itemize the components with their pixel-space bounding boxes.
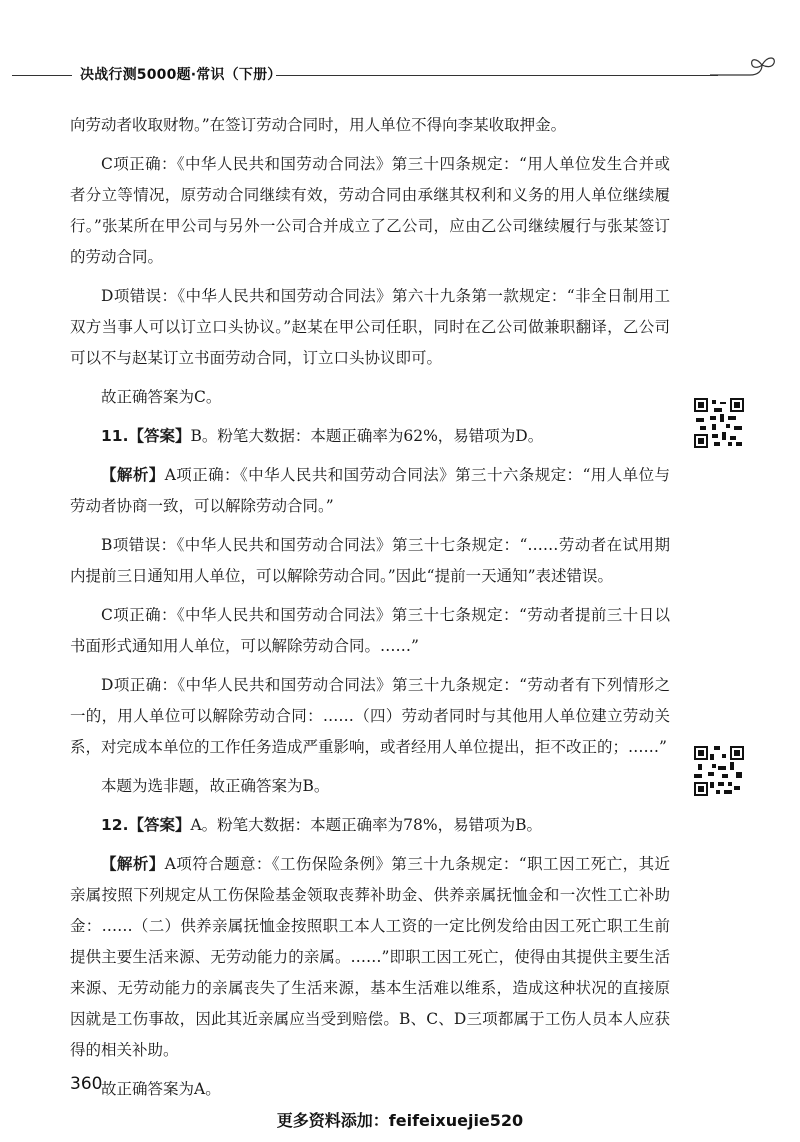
analysis-label: 【解析】 [101, 466, 165, 484]
qr-code-icon[interactable] [694, 746, 744, 796]
answer-explanations [70, 110, 670, 1113]
answer-label: 11.【答案】 [101, 427, 191, 445]
q11-analysis [70, 460, 670, 522]
header-rule-right [276, 75, 718, 76]
q12-answer [70, 810, 670, 841]
q11-answer [70, 421, 670, 452]
paragraph: B项错误：《中华人民共和国劳动合同法》第三十七条规定：“……劳动者在试用期内提前三日通知用人单位，可以解除劳动合同。”因此“提前一天通知”表述错误。 [70, 536, 670, 585]
paragraph: C项正确：《中华人民共和国劳动合同法》第三十四条规定：“用人单位发生合并或者分立等情况，原劳动合同继续有效，劳动合同由承继其权利和义务的用人单位继续履行。”张某所在甲公司与另外一公司合并成立了乙公司，应由乙公司继续履行与张某签订的劳动合同。 [70, 155, 670, 266]
analysis-label: 【解析】 [101, 855, 165, 873]
paragraph: C项正确：《中华人民共和国劳动合同法》第三十七条规定：“劳动者提前三十日以书面形式通知用人单位，可以解除劳动合同。……” [70, 606, 670, 655]
answer-text: B。粉笔大数据：本题正确率为62%，易错项为D。 [190, 427, 544, 445]
answer-label: 12.【答案】 [101, 816, 191, 834]
page-number: 360 [70, 1074, 103, 1094]
paragraph: 向劳动者收取财物。”在签订劳动合同时，用人单位不得向李某收取押金。 [70, 116, 567, 134]
running-header [8, 55, 780, 95]
paragraph: 故正确答案为C。 [101, 388, 222, 406]
footer-note: 更多资料添加：feifeixuejie520 [276, 1111, 524, 1130]
book-title: 决战行测5000题·常识（下册） [80, 67, 282, 83]
paragraph: 故正确答案为A。 [101, 1080, 221, 1098]
q12-analysis [70, 849, 670, 1066]
paragraph: 本题为选非题，故正确答案为B。 [101, 777, 330, 795]
header-rule-left [12, 75, 72, 76]
analysis-text: A项正确：《中华人民共和国劳动合同法》第三十六条规定：“用人单位与劳动者协商一致，可以解除劳动合同。” [70, 466, 670, 515]
paragraph: D项错误：《中华人民共和国劳动合同法》第六十九条第一款规定：“非全日制用工双方当事人可以订立口头协议。”赵某在甲公司任职，同时在乙公司做兼职翻译，乙公司可以不与赵某订立书面劳动合同，订立口头协议即可。 [70, 287, 670, 367]
analysis-text: A项符合题意：《工伤保险条例》第三十九条规定：“职工因工死亡，其近亲属按照下列规定从工伤保险基金领取丧葬补助金、供养亲属抚恤金和一次性工亡补助金：……（二）供养亲属抚恤金按照职工本人工资的一定比例发给由因工死亡职工生前提供主要生活来源、无劳动能力的亲属。……”即职工因工死亡，使得由其提供主要生活来源、无劳动能力的亲属丧失了生活来源，基本生活难以维系，造成这种状况的直接原因就是工伤事故，因此其近亲属应当受到赔偿。B、C、D三项都属于工伤人员本人应获得的相关补助。 [70, 855, 670, 1059]
paragraph: D项正确：《中华人民共和国劳动合同法》第三十九条规定：“劳动者有下列情形之一的，用人单位可以解除劳动合同：……（四）劳动者同时与其他用人单位建立劳动关系，对完成本单位的工作任务造成严重影响，或者经用人单位提出，拒不改正的；……” [70, 676, 670, 756]
sprout-icon [710, 53, 780, 93]
answer-text: A。粉笔大数据：本题正确率为78%，易错项为B。 [190, 816, 543, 834]
qr-code-icon[interactable] [694, 398, 744, 448]
